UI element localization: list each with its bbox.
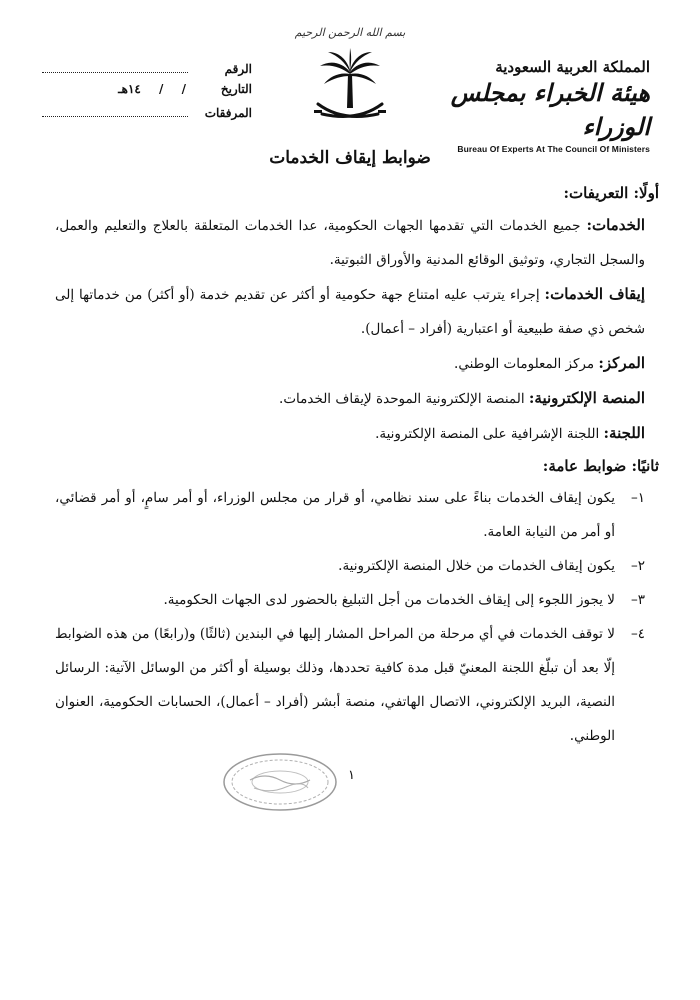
definition-text: إجراء يترتب عليه امتناع جهة حكومية أو أكثر عن تقديم خدمة (أو أكثر) من خدماتها إلى شخص ذي صفة طبيعية أو اعتبارية (أفراد – أعمال).: [55, 287, 645, 337]
document-title: ضوابط إيقاف الخدمات: [269, 148, 431, 168]
definition-center: [55, 346, 645, 381]
meta-number-row: [42, 60, 252, 82]
official-stamp-icon: [220, 750, 340, 814]
date-template: / / ١٤هـ: [118, 82, 186, 96]
bureau-name-arabic: هيئة الخبراء بمجلس الوزراء: [450, 78, 650, 141]
definition-services: [55, 208, 645, 277]
rule-text: يكون إيقاف الخدمات بناءً على سند نظامي، أو قرار من مجلس الوزراء، أو أمر سامٍ، أو أمر قضائي، أو أمر من النيابة العامة.: [55, 490, 615, 540]
rule-item: [55, 617, 645, 753]
definition-text: جميع الخدمات التي تقدمها الجهات الحكومية، عدا الخدمات المتعلقة بالعلاج والتعليم والعمل، والسجل التجاري، وتوثيق الوقائع المدنية والأوراق الثبوتية.: [55, 218, 645, 268]
rule-text: لا يجوز اللجوء إلى إيقاف الخدمات من أجل التبليغ بالحضور لدى الجهات الحكومية.: [163, 592, 615, 608]
date-label: التاريخ: [220, 82, 252, 96]
definition-platform: [55, 381, 645, 416]
rule-number: ٢–: [630, 558, 645, 574]
rule-number: ٤–: [630, 626, 645, 642]
definition-term: اللجنة:: [603, 424, 645, 442]
definition-committee: [55, 416, 645, 451]
basmala: بسم الله الرحمن الرحيم: [294, 26, 406, 39]
document-body: [55, 178, 659, 753]
palm-swords-emblem-icon: [312, 48, 388, 126]
definition-text: مركز المعلومات الوطني.: [454, 356, 599, 372]
definition-term: الخدمات:: [586, 216, 645, 234]
number-label: الرقم: [224, 62, 252, 76]
attachments-blank-line: [42, 104, 188, 117]
meta-attachments-row: [42, 104, 252, 126]
definition-term: المنصة الإلكترونية:: [528, 389, 645, 407]
rule-text: لا توقف الخدمات في أي مرحلة من المراحل المشار إليها في البندين (ثالثًا) و(رابعًا) من هذه الضوابط إلّا بعد أن تبلّغ اللجنة المعنيّ قبل مدة كافية تحددها، وذلك بوسيلة أو أكثر من الوسائل الآتية: الرسائل النصية، البريد الإلكتروني، الاتصال الهاتفي، منصة أبشر (أفراد – أعمال)، الحسابات الحكومية، العنوان الوطني.: [55, 626, 615, 744]
number-blank-line: [42, 60, 188, 73]
rule-number: ٣–: [630, 592, 645, 608]
definition-suspension: [55, 277, 645, 346]
rule-number: ١–: [630, 490, 645, 506]
letterhead-org: [430, 58, 650, 154]
section-definitions-heading: أولًا: التعريفات:: [563, 184, 659, 202]
page-number: ١: [348, 768, 355, 783]
definition-text: المنصة الإلكترونية الموحدة لإيقاف الخدمات.: [279, 391, 529, 407]
section-general-rules-heading: ثانيًا: ضوابط عامة:: [542, 457, 659, 475]
definition-term: إيقاف الخدمات:: [544, 285, 645, 303]
kingdom-name: المملكة العربية السعودية: [495, 58, 650, 76]
bureau-name-english: Bureau Of Experts At The Council Of Ministers: [457, 144, 650, 154]
rule-item: [55, 583, 645, 617]
definition-text: اللجنة الإشرافية على المنصة الإلكترونية.: [375, 426, 604, 442]
rule-text: يكون إيقاف الخدمات من خلال المنصة الإلكترونية.: [338, 558, 615, 574]
rule-item: [55, 481, 645, 549]
meta-date-row: [42, 82, 252, 104]
rule-item: [55, 549, 645, 583]
definition-term: المركز:: [598, 354, 645, 372]
letter-meta: [42, 60, 252, 126]
attachments-label: المرفقات: [204, 106, 252, 120]
